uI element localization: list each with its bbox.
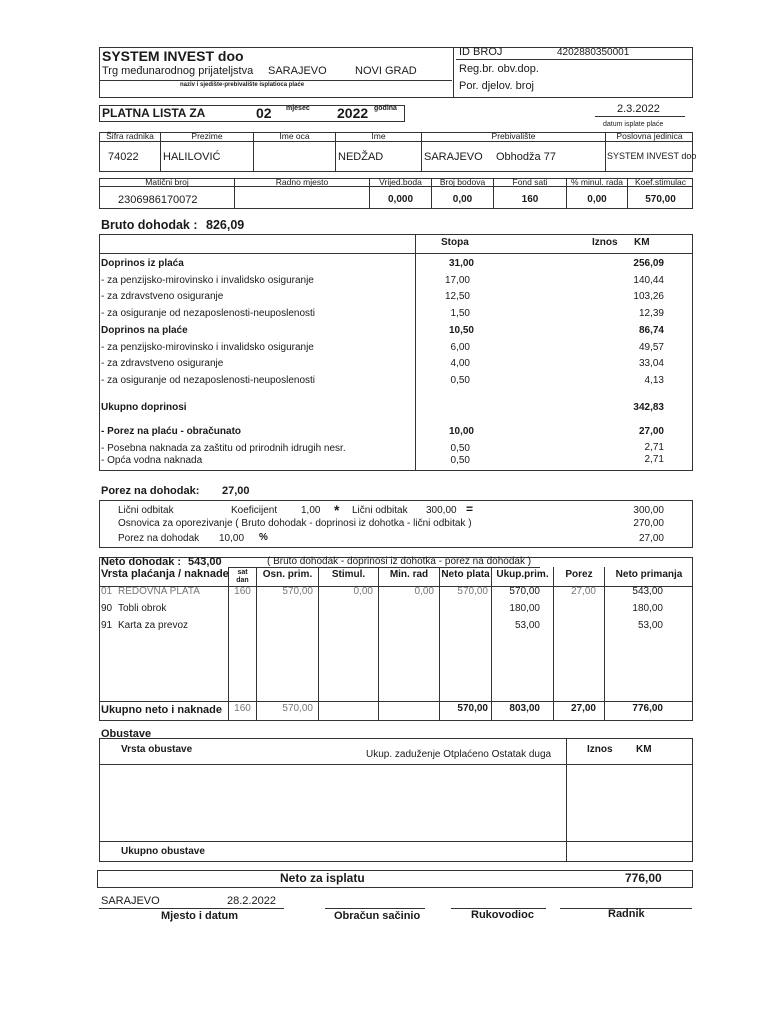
contrib-total-label: Ukupno doprinosi — [101, 402, 187, 413]
contrib-total-amount: 342,83 — [633, 402, 664, 413]
employer-city: SARAJEVO — [268, 65, 327, 77]
contrib-row-rate: 10,50 — [448, 325, 474, 336]
pay-row-name: Tobli obrok — [118, 603, 167, 614]
deduction-coef-label: Koeficijent — [231, 505, 278, 516]
contrib-row-label: - za osiguranje od nezaposlenosti-neuposlenosti — [101, 308, 316, 319]
deduction-coef: 1,00 — [301, 505, 321, 516]
deductions-col-currency: KM — [636, 744, 652, 755]
contrib-row-label: - za penzijsko-mirovinsko i invalidsko osiguranje — [101, 275, 314, 286]
pay-total-osn: 570,00 — [282, 703, 313, 714]
contrib-row-amount: 86,74 — [638, 325, 664, 336]
income-tax-line-label: Porez na dohodak — [118, 533, 200, 544]
footer-line-place — [99, 908, 284, 909]
pay-row-netoplata: 570,00 — [457, 586, 488, 597]
pay-row-neto: 53,00 — [637, 620, 663, 631]
employee-street: Obhodža 77 — [496, 151, 556, 163]
employer-caption-line — [100, 80, 452, 81]
por-label: Por. djelov. broj — [459, 80, 535, 92]
deduction-eq: = — [466, 502, 474, 516]
work-point-value: 0,000 — [387, 194, 414, 205]
pay-header-netoplata: Neto plata — [441, 569, 490, 580]
pay-header-ukup: Ukup.prim. — [496, 569, 549, 580]
extra-label-1: - Posebna naknada za zaštitu od prirodnih idrugih nesr. — [101, 443, 346, 454]
pay-row-ukup: 53,00 — [514, 620, 540, 631]
pay-row-name: REDOVNA PLATA — [118, 586, 200, 597]
contrib-row-label: - za zdravstveno osiguranje — [101, 291, 224, 302]
pay-row-hours: 160 — [234, 586, 251, 597]
contrib-row-label: - za osiguranje od nezaposlenosti-neuposlenosti — [101, 375, 316, 386]
payslip-year-label: godina — [374, 105, 397, 112]
contrib-row-label: - za zdravstveno osiguranje — [101, 358, 224, 369]
extra-amount-2: 2,71 — [644, 454, 664, 465]
extra-rate-2: 0,50 — [450, 455, 470, 466]
pay-total-label: Ukupno neto i naknade — [101, 704, 223, 716]
work-header-coef: Koef.stimulac — [634, 177, 687, 187]
pay-date-label: datum isplate plaće — [603, 121, 664, 128]
employee-unit: SYSTEM INVEST doo — [607, 151, 697, 161]
employer-name: SYSTEM INVEST doo — [102, 48, 244, 64]
work-points: 0,00 — [452, 194, 473, 205]
employer-address: Trg međunarodnog prijateljstva — [102, 65, 254, 77]
contributions-header-line — [99, 253, 693, 254]
extra-amount-1: 2,71 — [644, 442, 664, 453]
work-header-points: Broj bodova — [439, 177, 486, 187]
contrib-col-amount: Iznos — [592, 237, 618, 248]
pay-row-neto: 180,00 — [632, 603, 663, 614]
pay-total-porez: 27,00 — [570, 703, 596, 714]
deduction-star: * — [334, 502, 340, 518]
work-jmbg: 2306986170072 — [118, 194, 198, 206]
tax-base-label: Osnovica za oporezivanje ( Bruto dohodak - doprinosi iz dohotka - lični odbitak ) — [118, 518, 472, 529]
pay-header-minrad: Min. rad — [389, 569, 429, 580]
deduction-label: Lični odbitak — [118, 505, 174, 516]
contrib-row-rate: 31,00 — [448, 258, 474, 269]
pay-row-osn: 570,00 — [282, 586, 313, 597]
footer-line-prepared — [325, 908, 425, 909]
contrib-col-currency: KM — [634, 237, 650, 248]
contrib-row-label: Doprinos na plaće — [101, 325, 188, 336]
deductions-col-amount: Iznos — [587, 744, 613, 755]
net-formula: ( Bruto dohodak - doprinosi iz dohotka - porez na dohodak ) — [267, 556, 532, 567]
employee-city: SARAJEVO — [424, 151, 483, 163]
work-seniority: 0,00 — [587, 194, 607, 205]
pay-header-stimul: Stimul. — [331, 569, 366, 580]
work-hours: 160 — [521, 194, 539, 205]
gross-value: 826,09 — [206, 218, 245, 232]
work-header-jmbg: Matični broj — [145, 177, 189, 187]
contrib-row-rate: 4,00 — [450, 358, 470, 369]
pay-header-porez: Porez — [565, 569, 593, 580]
pay-total-neto: 776,00 — [632, 703, 663, 714]
id-underline — [456, 59, 692, 60]
tax-label: - Porez na plaću - obračunato — [101, 426, 242, 437]
employee-header-residence: Prebivalište — [491, 131, 536, 141]
footer-manager-label: Rukovodioc — [471, 909, 534, 921]
footer-place-date-label: Mjesto i datum — [161, 910, 239, 922]
contrib-col-rate: Stopa — [441, 237, 469, 248]
contrib-row-rate: 1,50 — [450, 308, 470, 319]
income-tax-pct: % — [259, 532, 268, 543]
deductions-total-label: Ukupno obustave — [121, 846, 205, 857]
deductions-total-line — [99, 841, 693, 842]
deductions-header-line — [99, 764, 693, 765]
employee-header-line — [99, 141, 693, 142]
income-tax-rate: 10,00 — [219, 533, 245, 544]
pay-row-minrad: 0,00 — [414, 586, 434, 597]
income-tax-value: 27,00 — [222, 485, 250, 497]
income-tax-line-value: 27,00 — [638, 533, 664, 544]
contrib-row-rate: 12,50 — [444, 291, 470, 302]
deduction-odb: 300,00 — [426, 505, 457, 516]
payout-value: 776,00 — [625, 871, 662, 885]
pay-total-hours: 160 — [234, 703, 251, 714]
pay-header-top — [228, 567, 540, 568]
footer-city: SARAJEVO — [101, 895, 160, 907]
work-header-seniority: % minul. rada — [571, 177, 623, 187]
employee-surname: HALILOVIĆ — [163, 151, 221, 163]
contrib-row-label: Doprinos iz plaća — [101, 258, 184, 269]
tax-base-value: 270,00 — [633, 518, 664, 529]
contrib-row-rate: 0,50 — [450, 375, 470, 386]
tax-amount: 27,00 — [638, 426, 664, 437]
payslip-month: 02 — [256, 105, 272, 121]
pay-row-ukup: 180,00 — [509, 603, 540, 614]
net-value: 543,00 — [188, 556, 222, 568]
payslip-year: 2022 — [337, 105, 369, 121]
extra-rate-1: 0,50 — [450, 443, 470, 454]
pay-header-sat: sat — [237, 569, 248, 576]
employee-header-father: Ime oca — [279, 131, 310, 141]
pay-header-osn: Osn. prim. — [262, 569, 313, 580]
employee-header-code: Šifra radnika — [106, 131, 154, 141]
work-coef: 570,00 — [645, 194, 676, 205]
payout-box — [97, 870, 693, 888]
deduction-odb-label: Lični odbitak — [352, 505, 408, 516]
pay-date-line — [595, 116, 685, 117]
payslip-title: PLATNA LISTA ZA — [102, 106, 206, 120]
pay-total-ukup: 803,00 — [509, 703, 540, 714]
pay-header-neto: Neto primanja — [615, 569, 683, 580]
contrib-row-amount: 103,26 — [633, 291, 664, 302]
footer-date: 28.2.2022 — [227, 895, 276, 907]
id-label: ID BROJ — [459, 46, 503, 58]
contrib-row-amount: 4,13 — [644, 375, 664, 386]
employee-header-name: Ime — [371, 131, 386, 141]
employee-name: NEDŽAD — [338, 151, 384, 163]
pay-row-ukup: 570,00 — [509, 586, 540, 597]
deductions-col-mid: Ukup. zaduženje Otplaćeno Ostatak duga — [366, 749, 552, 760]
pay-row-stimul: 0,00 — [353, 586, 373, 597]
contrib-row-amount: 49,57 — [638, 342, 664, 353]
pay-row-name: Karta za prevoz — [118, 620, 189, 631]
pay-total-netoplata: 570,00 — [457, 703, 488, 714]
employee-code: 74022 — [108, 151, 139, 163]
contrib-row-rate: 17,00 — [444, 275, 470, 286]
id-value: 4202880350001 — [557, 47, 630, 58]
pay-row-neto: 543,00 — [632, 586, 663, 597]
extra-label-2: - Opća vodna naknada — [101, 455, 203, 466]
work-header-position: Radno mjesto — [275, 177, 329, 187]
employer-divider — [453, 47, 454, 98]
pay-header-dan: dan — [236, 577, 249, 584]
contributions-col-sep — [415, 234, 416, 471]
contrib-row-label: - za penzijsko-mirovinsko i invalidsko osiguranje — [101, 342, 314, 353]
reg-label: Reg.br. obv.dop. — [459, 63, 539, 75]
deductions-title: Obustave — [101, 728, 152, 740]
contrib-row-amount: 256,09 — [633, 258, 664, 269]
deductions-col-type: Vrsta obustave — [121, 744, 193, 755]
tax-rate: 10,00 — [448, 426, 474, 437]
pay-row-code: 91 — [101, 620, 113, 631]
net-label: Neto dohodak : — [101, 556, 182, 568]
contrib-row-rate: 6,00 — [450, 342, 470, 353]
deduction-value: 300,00 — [633, 505, 664, 516]
contrib-row-amount: 12,39 — [638, 308, 664, 319]
contrib-row-amount: 140,44 — [633, 275, 664, 286]
pay-row-porez: 27,00 — [570, 586, 596, 597]
footer-prepared-label: Obračun sačinio — [334, 910, 421, 922]
employer-caption: naziv i sjedište-prebivalište isplatioca plaće — [180, 82, 305, 88]
payout-label: Neto za isplatu — [280, 871, 365, 885]
income-tax-label: Porez na dohodak: — [101, 485, 200, 497]
employee-header-unit: Poslovna jedinica — [616, 131, 683, 141]
employee-header-surname: Prezime — [191, 131, 223, 141]
work-header-point-value: Vrijed.boda — [379, 177, 422, 187]
pay-header-type: Vrsta plaćanja / naknade — [101, 568, 229, 580]
work-header-hours: Fond sati — [512, 177, 548, 187]
pay-row-code: 90 — [101, 603, 113, 614]
employer-municipality: NOVI GRAD — [355, 65, 417, 77]
pay-row-code: 01 — [101, 586, 113, 597]
deductions-col-sep — [566, 738, 567, 862]
pay-date: 2.3.2022 — [617, 103, 660, 115]
payslip-month-label: mjesec — [286, 105, 310, 112]
footer-employee-label: Radnik — [608, 908, 645, 920]
contrib-row-amount: 33,04 — [638, 358, 664, 369]
gross-label: Bruto dohodak : — [101, 218, 198, 232]
